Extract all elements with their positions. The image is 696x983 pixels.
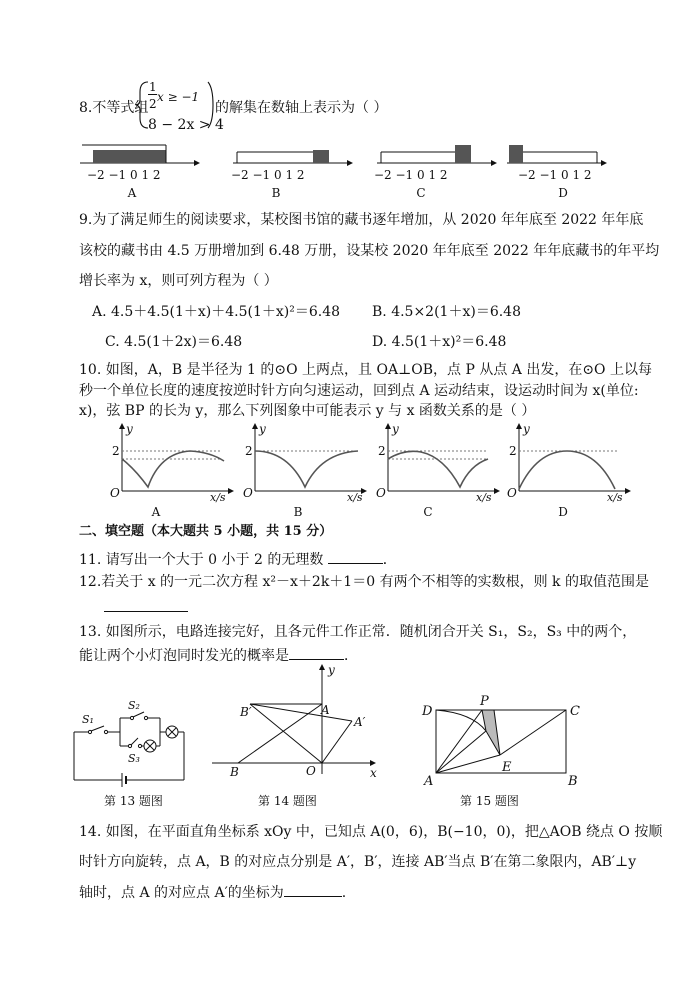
q10-graph-c-ylabel: y xyxy=(392,422,399,436)
q10-graph-b-xlabel: x/s xyxy=(347,491,363,504)
fig14-b-label: B xyxy=(230,765,239,779)
fig13-caption: 第 13 题图 xyxy=(104,794,163,808)
fig15-p-label: P xyxy=(480,694,489,709)
fig14-y-label: y xyxy=(328,663,335,677)
q8-ticks-b: −2 −1 0 1 2 xyxy=(231,168,305,182)
q13-line1: 13. 如图所示，电路连接完好，且各元件工作正常．随机闭合开关 S₁，S₂，S₃ 中的两个， xyxy=(79,624,637,640)
fig13-s1-label: S₁ xyxy=(82,713,94,726)
q10-label-a: A xyxy=(151,505,161,519)
q10-graph-a xyxy=(110,422,240,505)
q10-graph-b xyxy=(243,422,373,505)
q10-label-d: D xyxy=(558,505,568,519)
fig14-coordinate xyxy=(212,664,382,779)
q14-line1: 14. 如图，在平面直角坐标系 xOy 中，已知点 A(0，6)，B(−10，0)，把△AOB 绕点 O 按顺 xyxy=(79,824,663,840)
q8-label-a: A xyxy=(127,186,137,200)
fig15-c-label: C xyxy=(570,704,580,719)
q9-option-c: C. 4.5(1＋2x)＝6.48 xyxy=(105,334,243,350)
fig15-caption: 第 15 题图 xyxy=(460,794,519,808)
q10-line3: x)，弦 BP 的长为 y，那么下列图象中可能表示 y 与 x 函数关系的是（ ） xyxy=(79,403,536,419)
fig14-x-label: x xyxy=(370,766,377,780)
q11-text xyxy=(79,549,397,569)
q8-ineq2: 8 − 2x > 4 xyxy=(148,117,224,133)
q9-line2: 该校的藏书由 4.5 万册增加到 6.48 万册，设某校 2020 年年底至 2022 年年底藏书的年平均 xyxy=(79,243,660,259)
fig14-a-label: A xyxy=(321,703,330,717)
q8-brace-right xyxy=(207,80,215,130)
q14-period: . xyxy=(341,885,347,901)
q11-period: ． xyxy=(382,552,397,568)
fig15-d-label: D xyxy=(422,704,433,719)
q10-line2: 秒一个单位长度的速度按逆时针方向匀速运动，回到点 A 运动结束，设运动时间为 x(单位: xyxy=(79,383,639,399)
q11-label: 11. 请写出一个大于 0 小于 2 的无理数 xyxy=(79,552,328,568)
q14-text-line3 xyxy=(79,882,346,902)
q10-graph-c-xlabel: x/s xyxy=(476,491,492,504)
q14-line2: 时针方向旋转，点 A，B 的对应点分别是 A′，B′，连接 AB′当点 B′在第二象限内，AB′⊥y xyxy=(79,854,637,870)
q10-label-b: B xyxy=(293,505,303,519)
q10-graph-b-two: 2 xyxy=(245,444,253,458)
q10-label-c: C xyxy=(423,505,433,519)
q10-graph-c xyxy=(376,422,506,505)
section-title: 二、填空题（本大题共 5 小题，共 15 分） xyxy=(79,524,333,539)
q14-blank xyxy=(284,882,342,897)
q8-ticks-a: −2 −1 0 1 2 xyxy=(87,168,161,182)
q12-line1: 12.若关于 x 的一元二次方程 x²－x＋2k＋1＝0 有两个不相等的实数根，则 k 的取值范围是 xyxy=(79,574,649,590)
q9-line3: 增长率为 x，则可列方程为（ ） xyxy=(79,273,278,289)
q10-graph-b-origin: O xyxy=(243,486,253,500)
q8-ticks-d: −2 −1 0 1 2 xyxy=(518,168,592,182)
q9-line1: 9.为了满足师生的阅读要求，某校图书馆的藏书逐年增加，从 2020 年年底至 2022 年年底 xyxy=(79,212,644,228)
fig13-s3-label: S₃ xyxy=(128,752,140,765)
q14-line3: 轴时，点 A 的对应点 A′的坐标为 xyxy=(79,885,284,901)
q10-graph-c-origin: O xyxy=(376,486,386,500)
q8-label-c: C xyxy=(416,186,426,200)
q10-graph-a-ylabel: y xyxy=(126,422,133,436)
q13-period: ． xyxy=(344,648,358,664)
q8-frac-den: 2 xyxy=(149,97,157,111)
q9-option-a: A. 4.5＋4.5(1＋x)＋4.5(1＋x)²＝6.48 xyxy=(92,304,341,320)
fig14-aprime-label: A′ xyxy=(354,715,366,729)
fig15-b-label: B xyxy=(568,774,578,789)
fig14-caption: 第 14 题图 xyxy=(258,794,317,808)
fig15-rectangle xyxy=(420,695,580,795)
q9-option-b: B. 4.5×2(1＋x)＝6.48 xyxy=(372,304,521,320)
q13-text-line2 xyxy=(79,645,358,665)
q12-blank xyxy=(104,611,188,612)
fig14-bprime-label: B′ xyxy=(240,705,252,719)
q10-graph-d-origin: O xyxy=(507,486,517,500)
q8-label-b: B xyxy=(271,186,281,200)
fig15-a-label: A xyxy=(424,774,434,789)
q10-graph-b-ylabel: y xyxy=(259,422,266,436)
q11-blank xyxy=(328,549,383,564)
q8-frac-num: 1 xyxy=(149,80,157,94)
q9-option-d: D. 4.5(1＋x)²＝6.48 xyxy=(372,334,507,350)
q13-blank xyxy=(289,645,344,660)
q10-graph-d-two: 2 xyxy=(509,444,517,458)
q8-ticks-c: −2 −1 0 1 2 xyxy=(374,168,448,182)
q13-line2: 能让两个小灯泡同时发光的概率是 xyxy=(79,648,289,664)
q8-suffix: 的解集在数轴上表示为（ ） xyxy=(215,100,388,116)
fig14-o-label: O xyxy=(306,764,316,778)
q10-line1: 10. 如图，A，B 是半径为 1 的⊙O 上两点，且 OA⊥OB，点 P 从点 A 出发，在⊙O 上以每 xyxy=(79,362,652,378)
q10-graph-d xyxy=(507,422,637,505)
fig13-s2-label: S₂ xyxy=(128,699,140,712)
q10-graph-c-two: 2 xyxy=(378,444,386,458)
q10-graph-d-xlabel: x/s xyxy=(607,491,623,504)
q10-graph-a-xlabel: x/s xyxy=(210,491,226,504)
q8-prefix: 8.不等式组 xyxy=(79,100,149,116)
q10-graph-a-two: 2 xyxy=(112,444,120,458)
q10-graph-a-origin: O xyxy=(110,486,120,500)
fig15-e-label: E xyxy=(502,760,512,775)
fig13-circuit xyxy=(74,700,194,780)
q8-label-d: D xyxy=(558,186,568,200)
q10-graph-d-ylabel: y xyxy=(523,422,530,436)
q8-ineq1: x ≥ −1 xyxy=(157,90,200,104)
